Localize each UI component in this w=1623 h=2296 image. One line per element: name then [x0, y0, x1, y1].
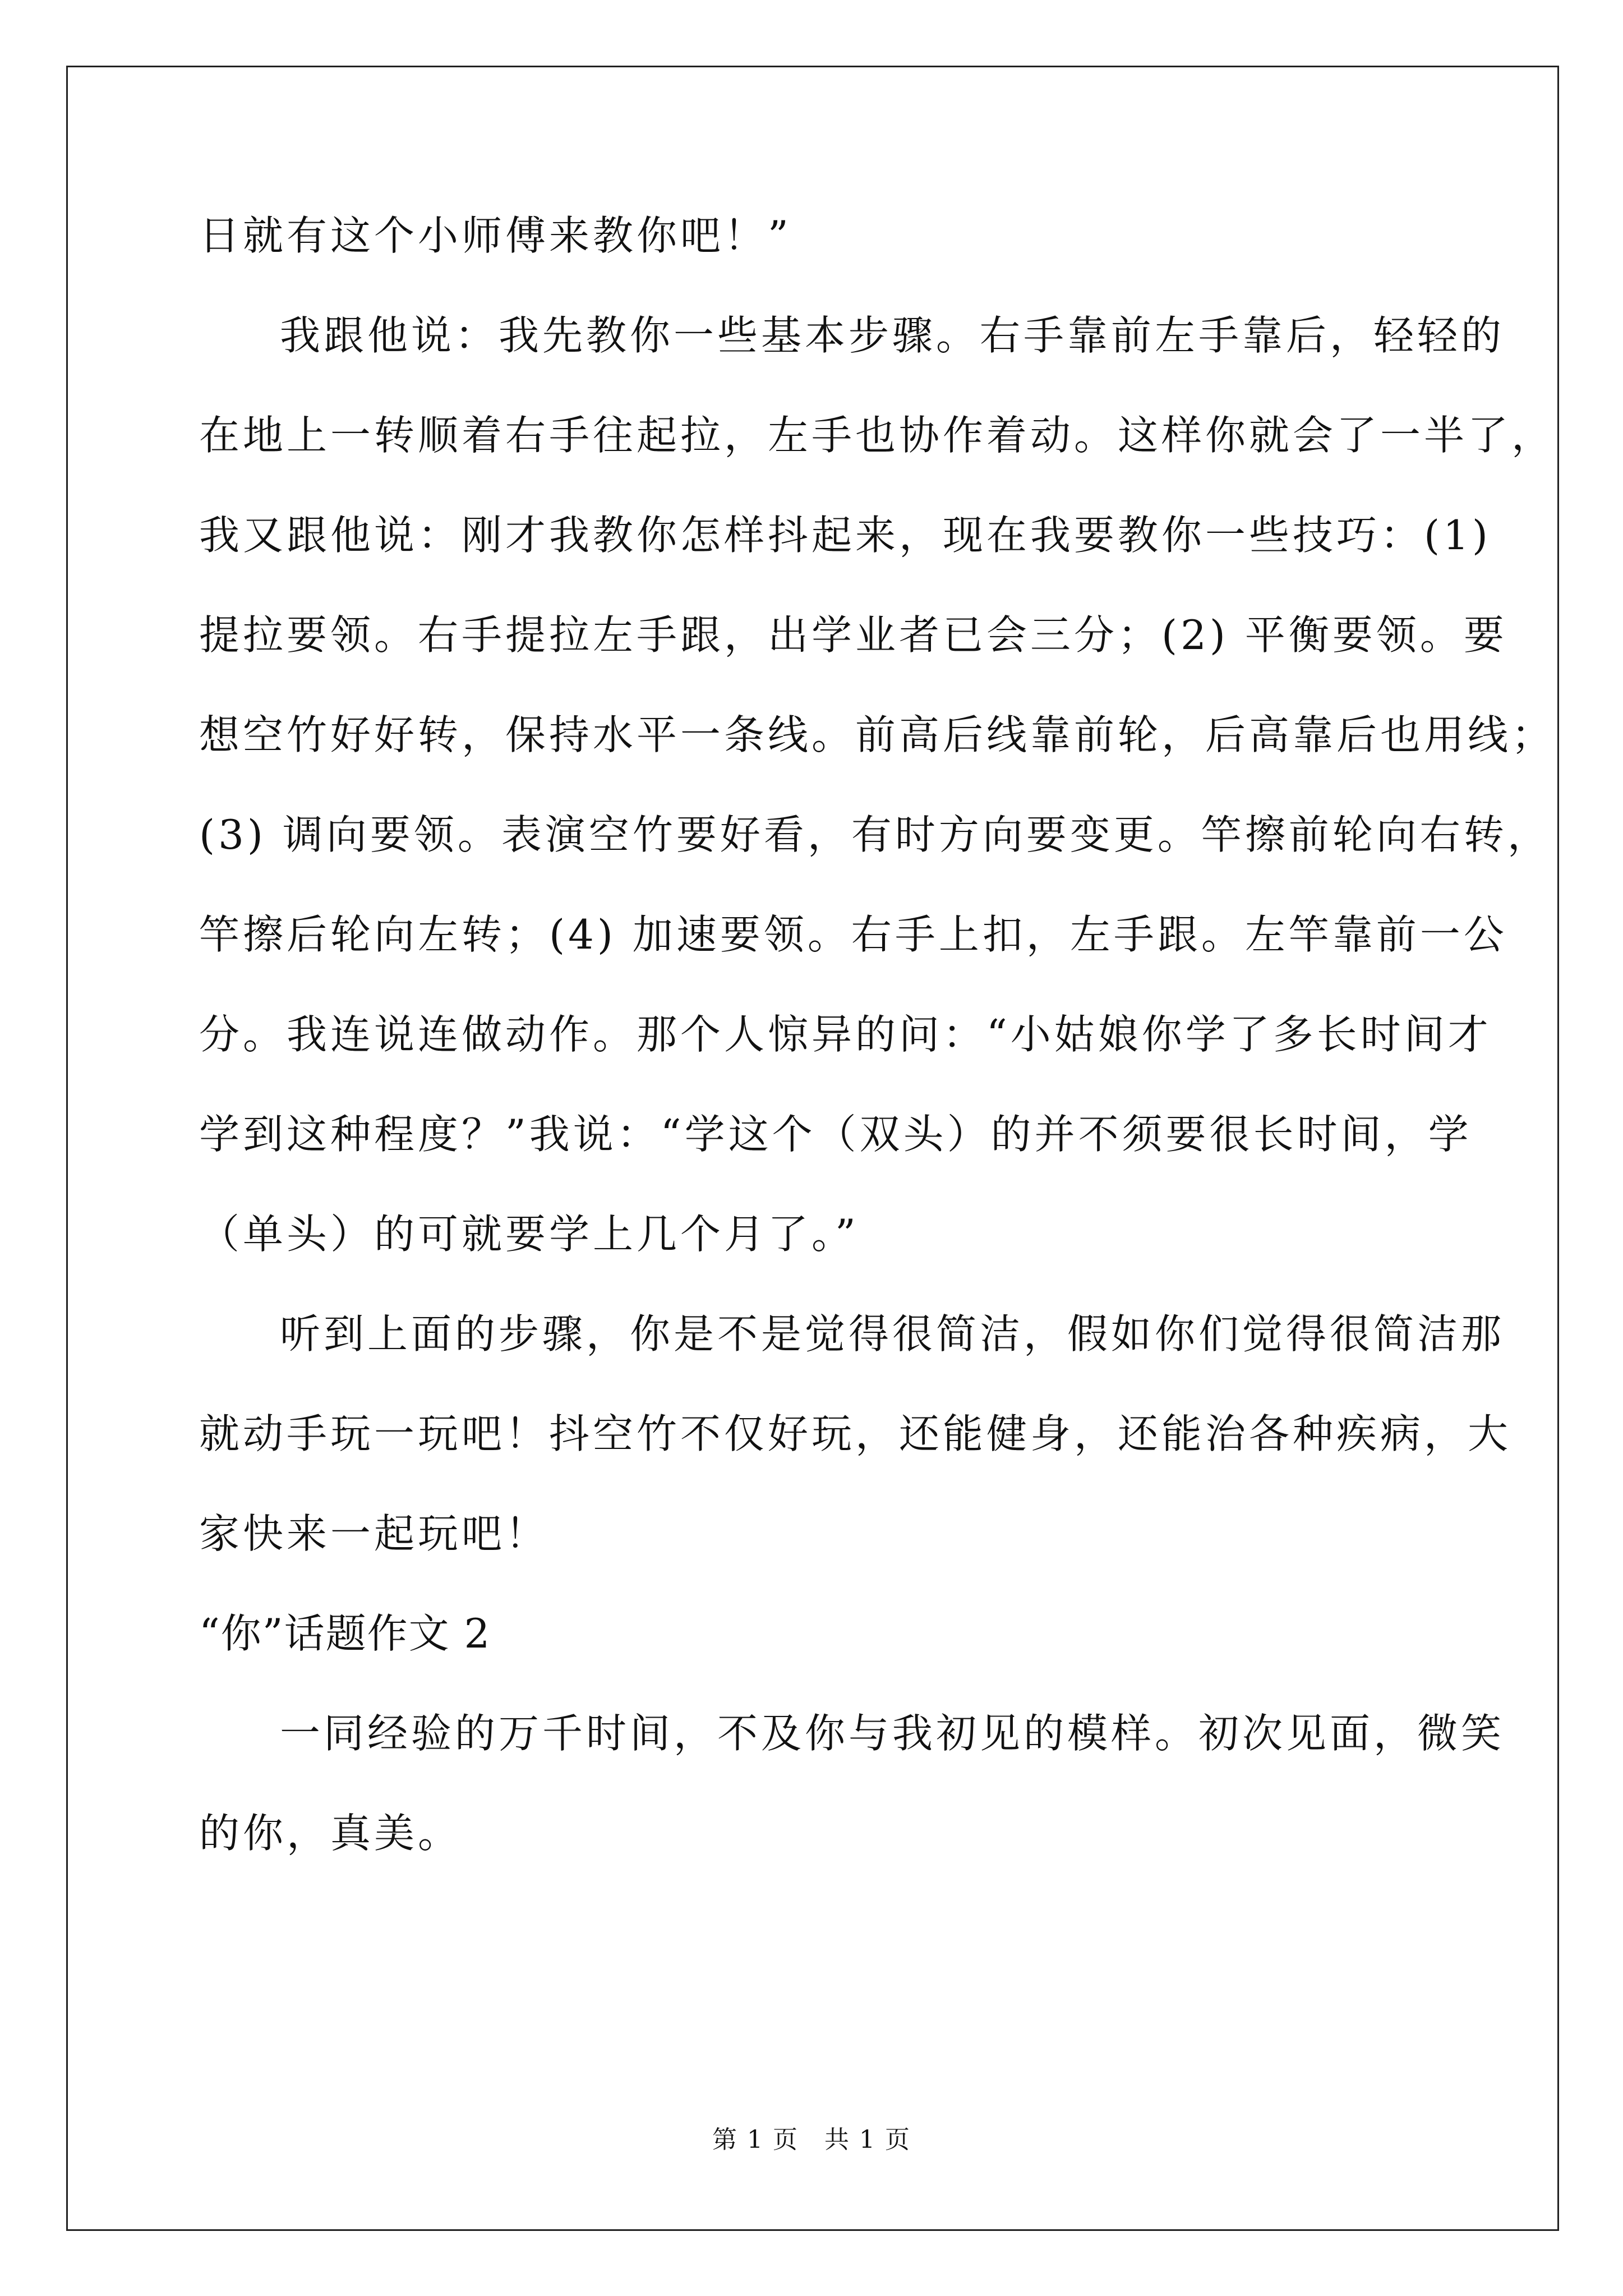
section-heading: “你”话题作文 2	[199, 1610, 491, 1657]
text-line: 学到这种程度？”我说：“学这个（双头）的并不须要很长时间，学	[199, 1111, 1472, 1158]
text-line: 的你，真美。	[199, 1810, 462, 1857]
text-line: 在地上一转顺着右手往起拉，左手也协作着动。这样你就会了一半了，	[199, 412, 1556, 459]
text-line: (3) 调向要领。表演空竹要好看，有时方向要变更。竿擦前轮向右转，	[199, 811, 1551, 858]
text-line: 一同经验的万千时间，不及你与我初见的模样。初次见面，微笑	[280, 1710, 1505, 1757]
text-line: 提拉要领。右手提拉左手跟，出学业者已会三分；(2) 平衡要领。要	[199, 611, 1507, 659]
page-footer: 第 1 页 共 1 页	[712, 2125, 911, 2154]
text-line: 就动手玩一玩吧！抖空竹不仅好玩，还能健身，还能治各种疾病，大	[199, 1410, 1512, 1457]
document-body	[199, 208, 1556, 1905]
text-line: 想空竹好好转，保持水平一条线。前高后线靠前轮，后高靠后也用线；	[199, 711, 1556, 758]
text-line: 日就有这个小师傅来教你吧！”	[199, 212, 792, 259]
text-line: 我又跟他说：刚才我教你怎样抖起来，现在我要教你一些技巧：(1)	[199, 512, 1491, 559]
text-line: 我跟他说：我先教你一些基本步骤。右手靠前左手靠后，轻轻的	[280, 312, 1505, 359]
text-line: 家快来一起玩吧！	[199, 1510, 550, 1557]
text-line: （单头）的可就要学上几个月了。”	[199, 1211, 859, 1258]
text-line: 听到上面的步骤，你是不是觉得很简洁，假如你们觉得很简洁那	[280, 1310, 1505, 1358]
text-line: 竿擦后轮向左转；(4) 加速要领。右手上扣，左手跟。左竿靠前一公	[199, 911, 1507, 958]
text-line: 分。我连说连做动作。那个人惊异的问：“小姑娘你学了多长时间才	[199, 1011, 1492, 1058]
